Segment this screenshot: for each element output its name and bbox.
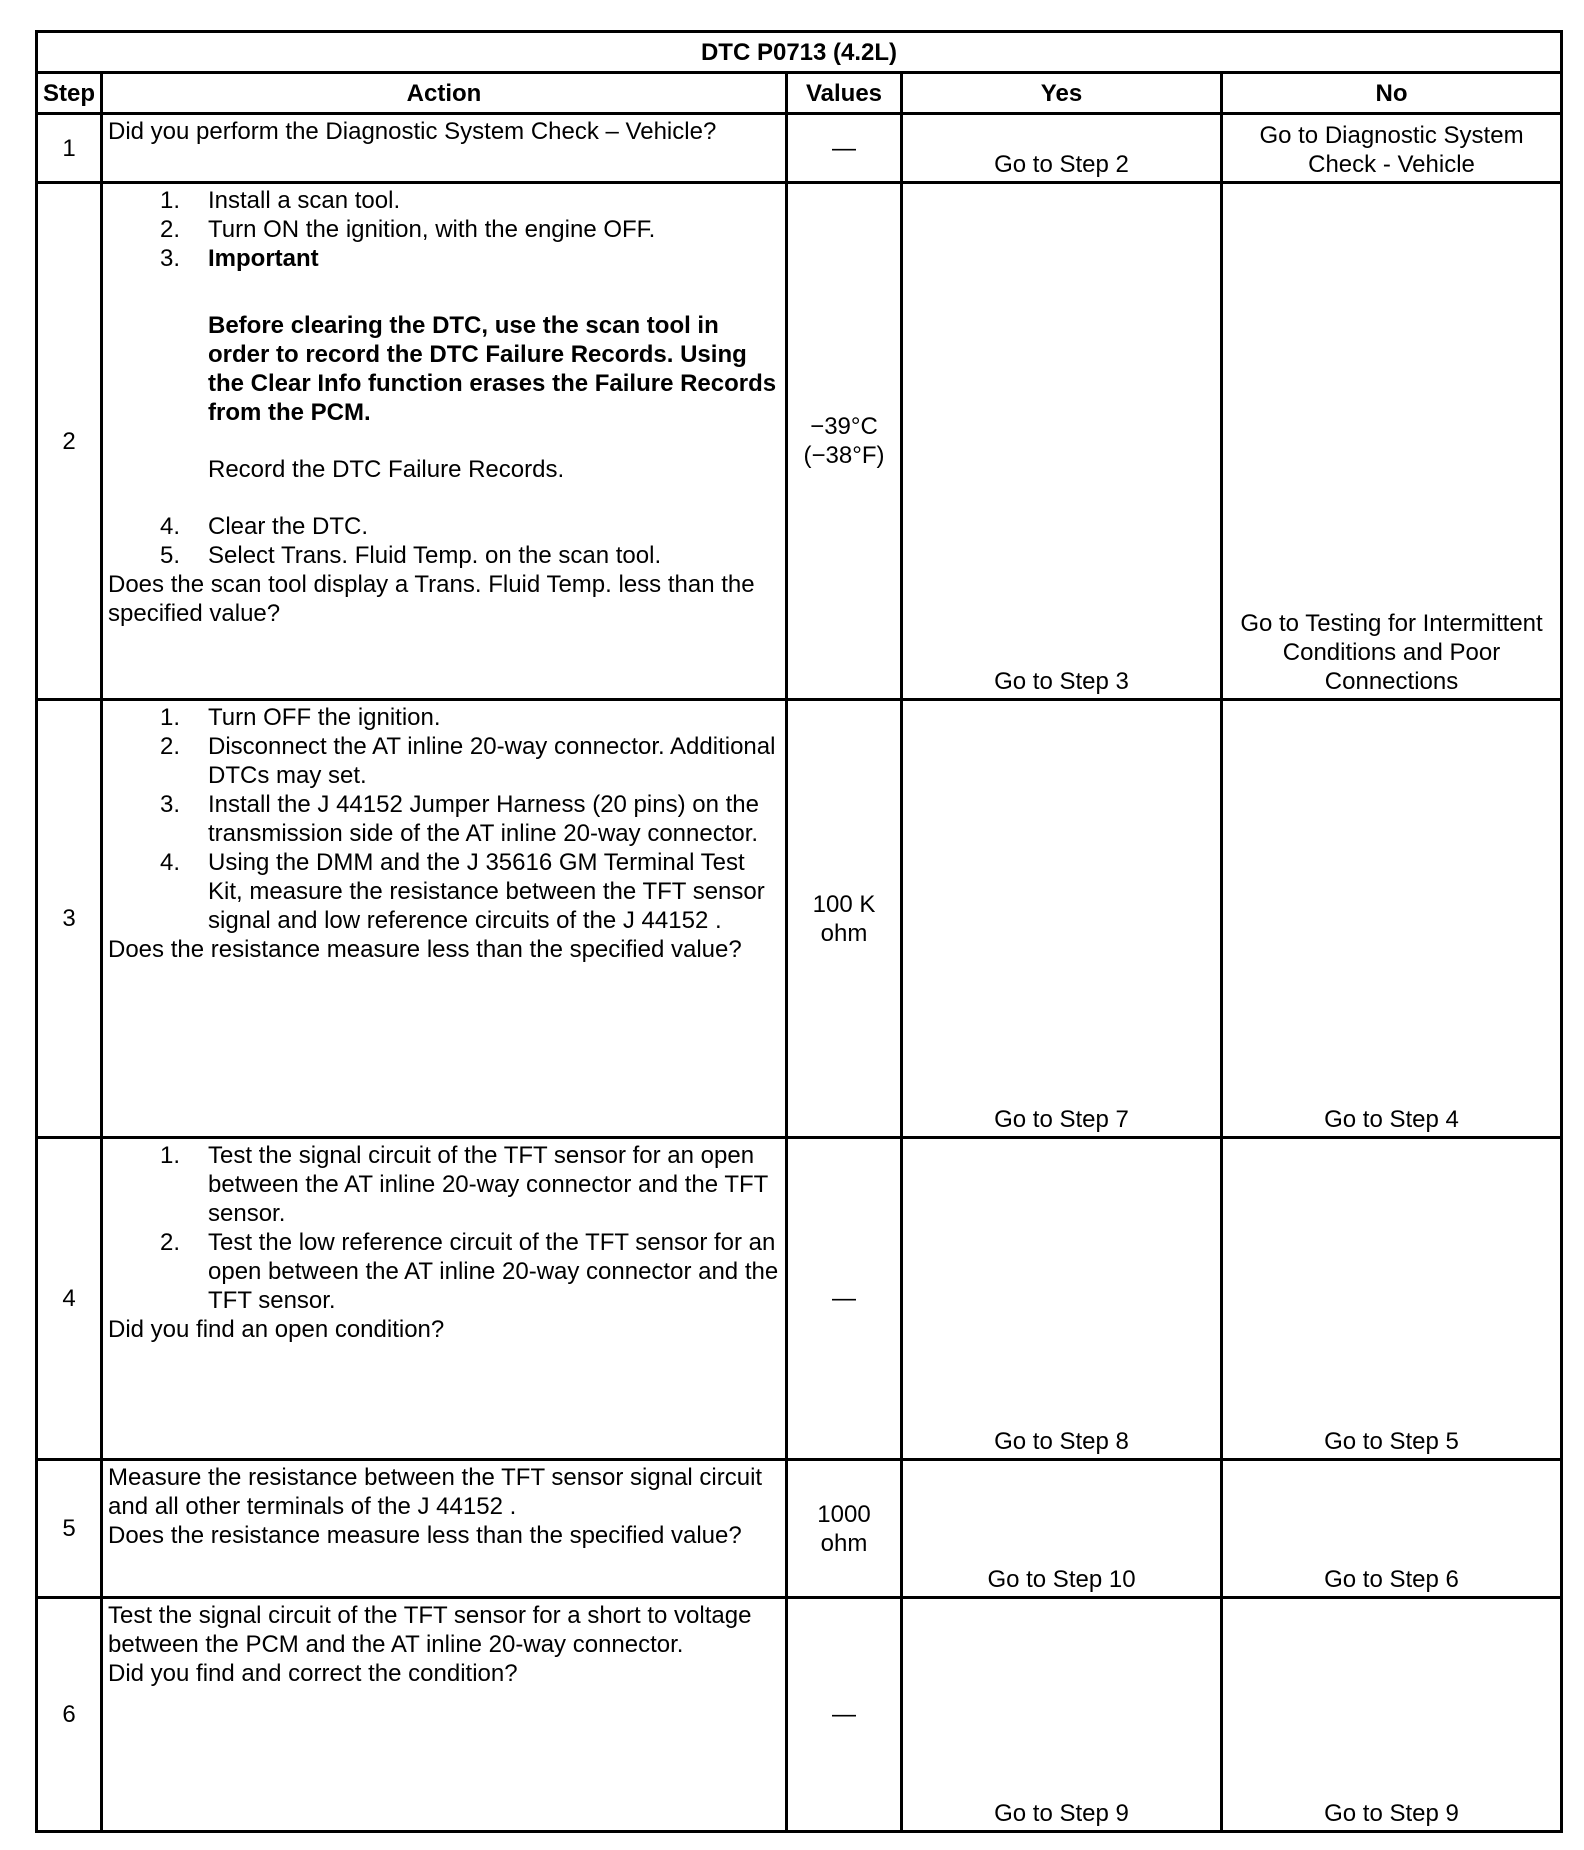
list-item: 4. Using the DMM and the J 35616 GM Terminal Test Kit, measure the resistance between the TFT sensor signal and low reference circuits of the J 44152 . (159, 849, 765, 934)
yes-cell: Go to Step 8 (902, 1138, 1222, 1460)
action-cell (102, 1138, 787, 1460)
list-item: 2. Disconnect the AT inline 20-way connector. Additional DTCs may set. (159, 733, 776, 789)
value-cell: — (787, 1598, 902, 1832)
list-item: 1. Install a scan tool. (159, 187, 401, 214)
value-cell: −39°C (−38°F) (787, 183, 902, 700)
important-note: Before clearing the DTC, use the scan tool in order to record the DTC Failure Records. Using the Clear Info function erases the Failure Records from the PCM. (208, 312, 777, 426)
list-item: 4. Clear the DTC. (159, 513, 369, 540)
list-item: 1. Turn OFF the ignition. (159, 704, 441, 731)
header-step: Step (37, 73, 102, 114)
action-cell (102, 1598, 787, 1832)
no-cell: Go to Testing for Intermittent Conditions and Poor Connections (1222, 183, 1562, 700)
table-row (37, 183, 1562, 700)
step-number: 1 (37, 114, 102, 183)
yes-cell: Go to Step 9 (902, 1598, 1222, 1832)
action-steps (108, 186, 780, 273)
action-question: Does the resistance measure less than the specified value? (108, 936, 742, 963)
header-values: Values (787, 73, 902, 114)
no-cell: Go to Step 4 (1222, 700, 1562, 1138)
list-item: 2. Test the low reference circuit of the TFT sensor for an open between the AT inline 20-way connector and the TFT sensor. (159, 1229, 779, 1314)
action-question: Did you find an open condition? (108, 1316, 445, 1343)
no-cell: Go to Diagnostic System Check - Vehicle (1222, 114, 1562, 183)
yes-cell: Go to Step 2 (902, 114, 1222, 183)
yes-cell: Go to Step 3 (902, 183, 1222, 700)
list-item: 2. Turn ON the ignition, with the engine OFF. (159, 216, 656, 243)
table-row (37, 1598, 1562, 1832)
yes-cell: Go to Step 7 (902, 700, 1222, 1138)
action-question: Does the resistance measure less than the specified value? (108, 1522, 742, 1549)
value-cell: 1000 ohm (787, 1460, 902, 1598)
no-cell: Go to Step 9 (1222, 1598, 1562, 1832)
list-item: 1. Test the signal circuit of the TFT sensor for an open between the AT inline 20-way connector and the TFT sensor. (159, 1142, 768, 1227)
table-title: DTC P0713 (4.2L) (37, 32, 1562, 73)
action-steps (108, 1141, 780, 1315)
table-row (37, 114, 1562, 183)
value-cell: — (787, 1138, 902, 1460)
table-row (37, 1138, 1562, 1460)
list-item: 5. Select Trans. Fluid Temp. on the scan tool. (159, 542, 662, 569)
record-note: Record the DTC Failure Records. (208, 456, 565, 483)
action-cell (102, 1460, 787, 1598)
dtc-table (35, 30, 1563, 1833)
action-steps (108, 703, 780, 935)
step-number: 6 (37, 1598, 102, 1832)
no-cell: Go to Step 6 (1222, 1460, 1562, 1598)
no-cell: Go to Step 5 (1222, 1138, 1562, 1460)
step-number: 5 (37, 1460, 102, 1598)
table-row (37, 700, 1562, 1138)
action-question: Did you find and correct the condition? (108, 1660, 518, 1687)
step-number: 2 (37, 183, 102, 700)
header-no: No (1222, 73, 1562, 114)
step-number: 3 (37, 700, 102, 1138)
value-cell: — (787, 114, 902, 183)
header-yes: Yes (902, 73, 1222, 114)
table-row (37, 1460, 1562, 1598)
value-cell: 100 K ohm (787, 700, 902, 1138)
action-cell (102, 183, 787, 700)
header-row (37, 73, 1562, 114)
action-text: Measure the resistance between the TFT sensor signal circuit and all other terminals of the J 44152 . (108, 1464, 763, 1520)
yes-cell: Go to Step 10 (902, 1460, 1222, 1598)
action-text: Test the signal circuit of the TFT sensor for a short to voltage between the PCM and the AT inline 20-way connector. (108, 1602, 752, 1658)
action-text: Did you perform the Diagnostic System Check – Vehicle? (102, 114, 787, 183)
list-item: 3. Important (159, 245, 319, 272)
header-action: Action (102, 73, 787, 114)
action-steps-continued (108, 512, 780, 570)
list-item: 3. Install the J 44152 Jumper Harness (20 pins) on the transmission side of the AT inline 20-way connector. (159, 791, 759, 847)
action-question: Does the scan tool display a Trans. Fluid Temp. less than the specified value? (108, 571, 755, 627)
step-number: 4 (37, 1138, 102, 1460)
action-cell (102, 700, 787, 1138)
